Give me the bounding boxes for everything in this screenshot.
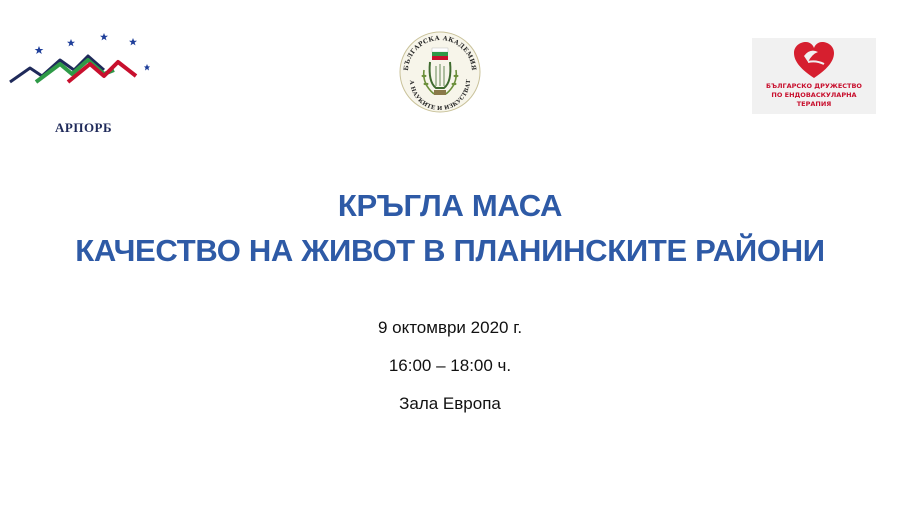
event-time: 16:00 – 18:00 ч. [388,356,512,375]
star-icon [129,38,137,45]
heart-logo-icon [752,38,876,82]
star-icon [144,64,150,71]
arporb-logo [8,30,150,135]
event-title [0,183,900,273]
svg-text:НА НАУКИТЕ И ИЗКУСТВАТА: А НАУКИТЕ И ИЗКУСТВАТ [407,79,473,113]
mountains-stars-logo-icon [8,30,150,106]
title-line-1: КРЪГЛА МАСА [337,188,563,223]
logo-right-line2: ПО ЕНДОВАСКУЛАРНА [771,91,857,99]
event-date: 9 октомври 2020 г. [377,318,523,337]
endovascular-society-logo [752,38,876,114]
svg-text:БЪЛГАРСКА АКАДЕМИЯ: БЪЛГАРСКА АКАДЕМИЯ [402,34,478,72]
star-icon [67,39,75,46]
academy-seal-logo-icon [394,26,486,114]
logo-right-line3: ТЕРАПИЯ [796,100,832,108]
event-details [0,316,900,430]
logo-right-line1: БЪЛГАРСКО ДРУЖЕСТВО [766,82,862,90]
event-venue: Зала Европа [399,394,501,413]
academy-logo [394,26,486,114]
title-line-2: КАЧЕСТВО НА ЖИВОТ В ПЛАНИНСКИТЕ РАЙОНИ [75,233,825,268]
arporb-logo-text: АРПОРБ [55,120,113,135]
star-icon [35,46,44,54]
star-icon [100,33,108,40]
